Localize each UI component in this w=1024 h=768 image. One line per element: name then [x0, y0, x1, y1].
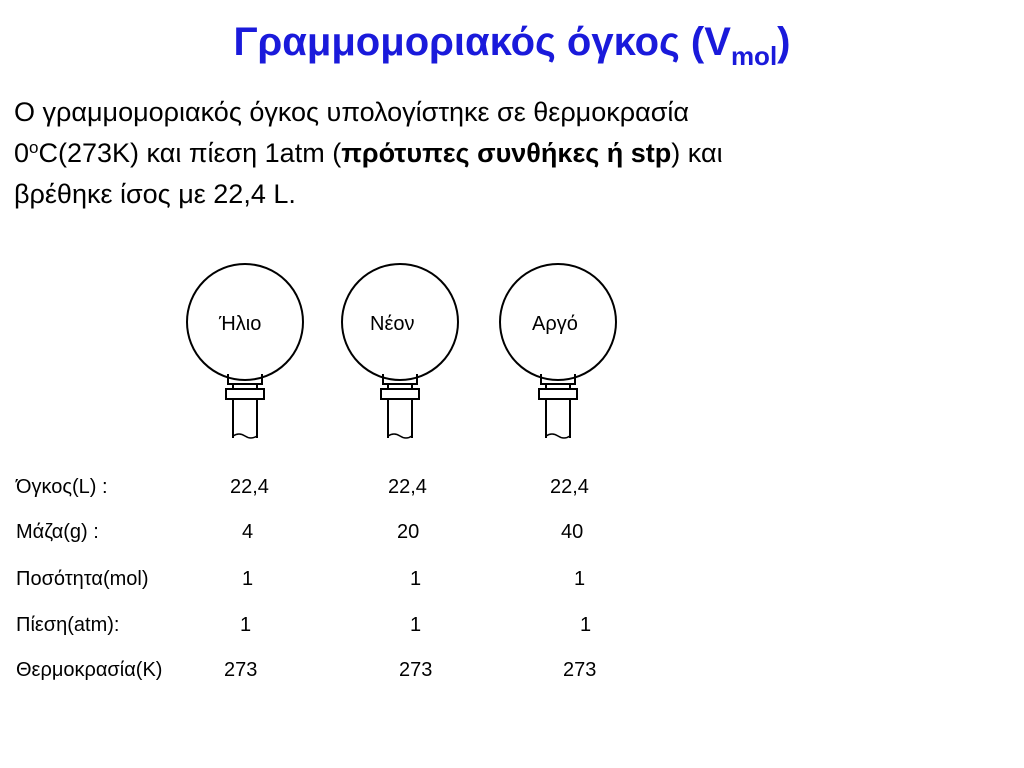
- row-label: Θερμοκρασία(Κ): [16, 659, 163, 681]
- paragraph-line-3: βρέθηκε ίσος με 22,4 L.: [14, 179, 296, 209]
- title-main: Γραμμομοριακός όγκος (V: [233, 20, 731, 64]
- flask-helium-icon: [184, 260, 308, 440]
- paragraph-line-1: Ο γραμμομοριακός όγκος υπολογίστηκε σε θερμοκρασία: [14, 97, 689, 127]
- cell-helium: 22,4: [230, 476, 269, 498]
- cell-neon: 273: [399, 659, 433, 681]
- paragraph-line-2-b: C(273K) και πίεση 1atm (: [38, 138, 342, 168]
- title-close: ): [777, 20, 791, 64]
- stp-bold-text: πρότυπες συνθήκες ή stp: [341, 138, 672, 168]
- flask-neon-icon: [339, 260, 463, 440]
- cell-argon: 22,4: [550, 476, 589, 498]
- flask-label-argon: Αργό: [532, 313, 578, 335]
- row-label: Μάζα(g) :: [16, 521, 99, 543]
- title-subscript: mol: [730, 41, 778, 71]
- cell-helium: 273: [224, 659, 258, 681]
- cell-neon: 20: [397, 521, 420, 543]
- cell-neon: 1: [410, 614, 422, 636]
- row-label: Όγκος(L) :: [16, 476, 108, 498]
- flask-argon-icon: [497, 260, 621, 440]
- degree-superscript: o: [29, 138, 39, 157]
- page-title: [0, 14, 1024, 70]
- cell-argon: 40: [561, 521, 584, 543]
- paragraph-line-2-c: ) και: [671, 138, 723, 168]
- flask-label-helium: Ήλιο: [219, 313, 262, 335]
- row-label: Ποσότητα(mol): [16, 568, 149, 590]
- cell-argon: 273: [563, 659, 597, 681]
- paragraph-line-2: [14, 133, 1004, 174]
- cell-neon: 1: [410, 568, 422, 590]
- cell-argon: 1: [574, 568, 586, 590]
- cell-argon: 1: [580, 614, 592, 636]
- paragraph-line-2-a: 0: [14, 138, 30, 168]
- cell-helium: 1: [240, 614, 252, 636]
- flask-label-neon: Νέον: [370, 313, 415, 335]
- row-label: Πίεση(atm):: [16, 614, 120, 636]
- cell-helium: 4: [242, 521, 254, 543]
- cell-neon: 22,4: [388, 476, 427, 498]
- intro-paragraph: [14, 92, 1004, 215]
- cell-helium: 1: [242, 568, 254, 590]
